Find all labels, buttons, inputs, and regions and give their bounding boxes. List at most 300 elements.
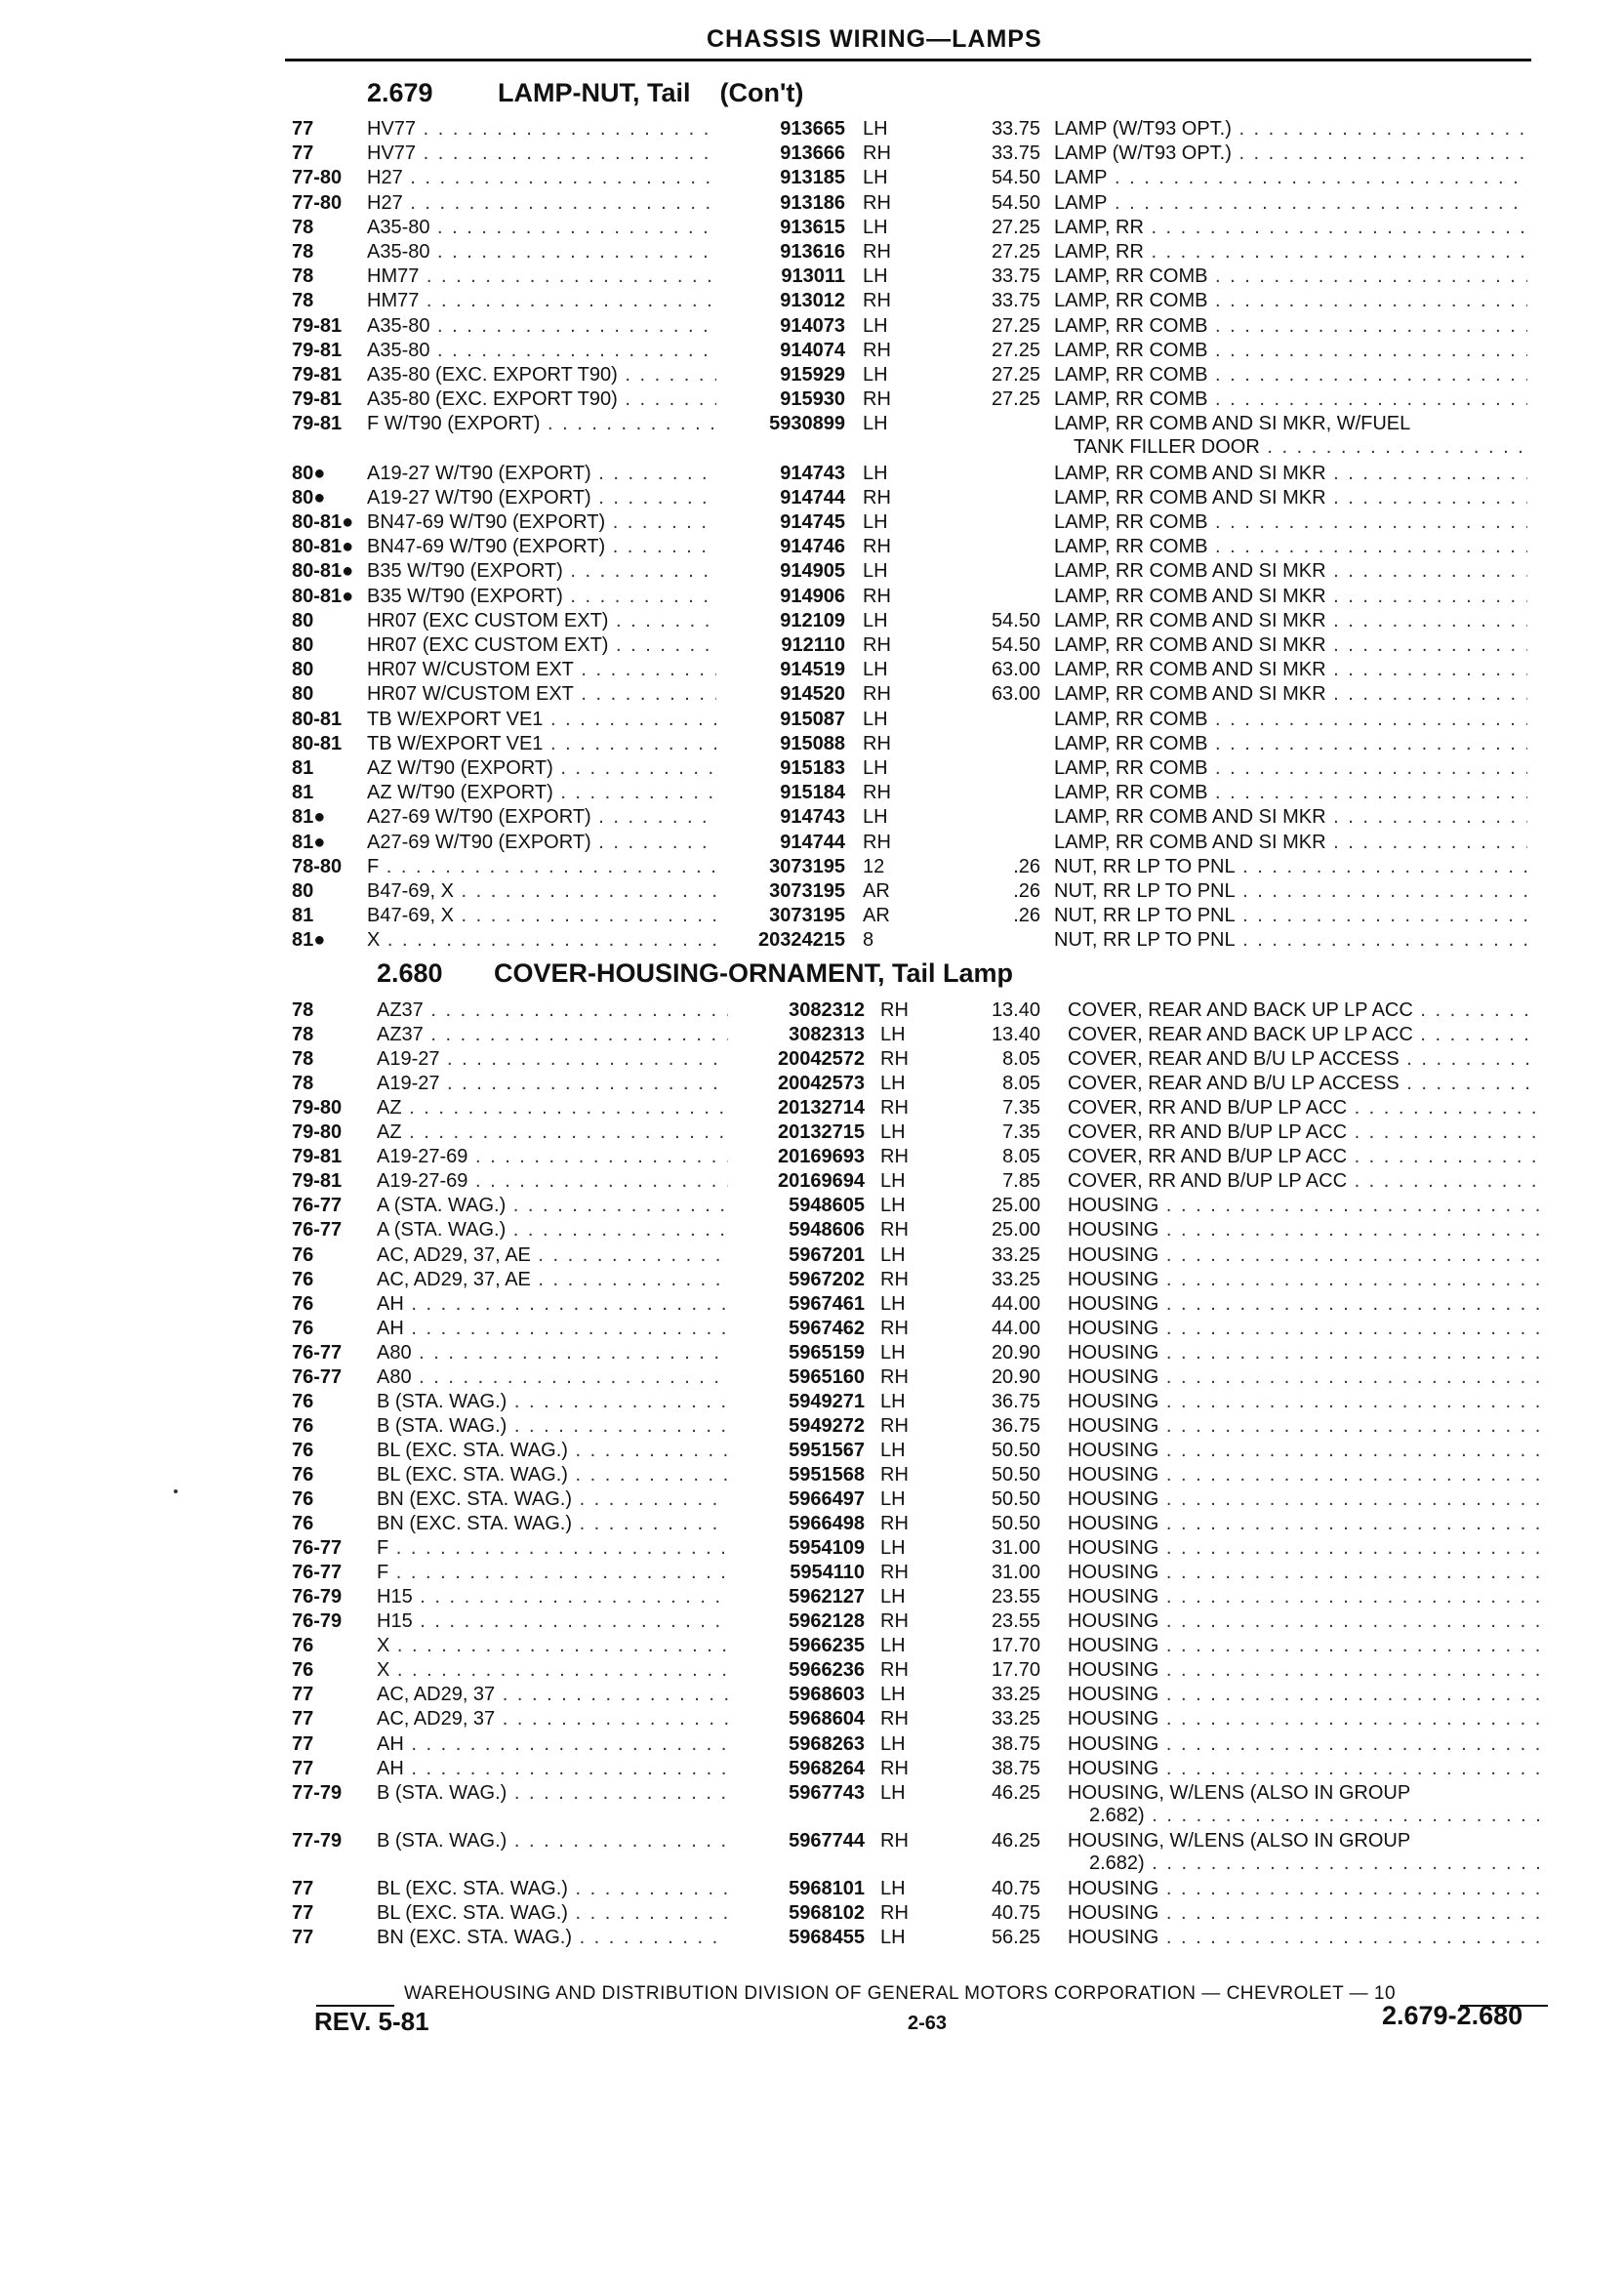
part-number-cell: 914520 <box>780 683 845 706</box>
side-cell: RH <box>863 241 891 263</box>
side-cell: LH <box>863 708 888 730</box>
year-cell: 77-80 <box>292 191 343 214</box>
table-row <box>0 928 1624 953</box>
model-cell: A80 . . . <box>377 1341 728 1365</box>
table-row <box>0 1096 1624 1120</box>
price-cell: 33.75 <box>991 142 1040 165</box>
part-number-cell: 915183 <box>780 757 845 779</box>
price-cell: 50.50 <box>991 1488 1040 1510</box>
year-cell: 79-81 <box>292 339 343 361</box>
model-cell: B35 W/T90 (EXPORT) . . . <box>367 559 716 584</box>
model-cell: BN47-69 W/T90 (EXPORT) . . . <box>367 535 716 559</box>
year-cell: 76-77 <box>292 1365 343 1388</box>
table-row <box>0 658 1624 682</box>
part-number-cell: 5968264 <box>789 1757 865 1779</box>
table-row <box>0 510 1624 535</box>
price-cell: 63.00 <box>991 659 1040 681</box>
description-cell: COVER, RR AND B/UP LP ACC . . . <box>1068 1096 1540 1120</box>
part-number-cell: 5967462 <box>789 1317 865 1339</box>
price-cell: 33.75 <box>991 265 1040 288</box>
price-cell: 56.25 <box>991 1926 1040 1948</box>
model-cell: X . . . <box>377 1658 728 1683</box>
description-cell: LAMP, RR COMB AND SI MKR . . . <box>1054 462 1527 486</box>
description-cell: HOUSING . . . <box>1068 1757 1540 1781</box>
side-cell: LH <box>863 609 888 631</box>
table-row <box>0 879 1624 904</box>
table-row <box>0 1585 1624 1609</box>
year-cell: 77 <box>292 142 314 165</box>
year-cell: 77 <box>292 1732 314 1755</box>
part-number-cell: 5967202 <box>789 1268 865 1290</box>
year-cell: 76-77 <box>292 1537 343 1560</box>
side-cell: LH <box>863 167 888 189</box>
part-number-cell: 914906 <box>780 585 845 607</box>
side-cell: LH <box>880 1926 906 1948</box>
table-row <box>0 1829 1624 1853</box>
part-number-cell: 913011 <box>781 265 845 288</box>
model-cell: HV77 . . . <box>367 142 716 166</box>
side-cell: RH <box>880 1757 909 1779</box>
part-number-cell: 5966498 <box>789 1513 865 1535</box>
table-row <box>0 585 1624 609</box>
price-cell: 54.50 <box>991 634 1040 656</box>
side-cell: RH <box>863 683 891 706</box>
part-number-cell: 5965159 <box>789 1341 865 1364</box>
description-cell: LAMP, RR . . . <box>1054 240 1527 265</box>
table-row <box>0 732 1624 756</box>
description-cell: LAMP, RR COMB . . . <box>1054 265 1527 289</box>
year-cell: 76 <box>292 1292 314 1315</box>
side-cell: LH <box>880 1390 906 1412</box>
part-number-cell: 913666 <box>780 142 845 165</box>
year-cell: 79-80 <box>292 1097 343 1120</box>
table-row <box>0 142 1624 166</box>
part-number-cell: 913185 <box>780 167 845 189</box>
side-cell: LH <box>863 314 888 337</box>
model-cell: F . . . <box>367 855 716 879</box>
description-cell: LAMP, RR COMB . . . <box>1054 756 1527 781</box>
table-row <box>0 265 1624 289</box>
model-cell: HM77 . . . <box>367 289 716 313</box>
part-number-cell: 5967744 <box>789 1829 865 1852</box>
year-cell: 80-81● <box>292 536 354 558</box>
year-cell: 79-81 <box>292 413 343 435</box>
model-cell: BN (EXC. STA. WAG.) . . . <box>377 1487 728 1512</box>
model-cell: B (STA. WAG.) . . . <box>377 1829 728 1853</box>
year-cell: 79-81 <box>292 314 343 337</box>
description-cell: COVER, REAR AND BACK UP LP ACC . . . <box>1068 1023 1540 1047</box>
description-cell: NUT, RR LP TO PNL . . . <box>1054 855 1527 879</box>
table-row <box>0 387 1624 412</box>
price-cell: 31.00 <box>991 1537 1040 1560</box>
table-row <box>0 314 1624 339</box>
side-cell: RH <box>880 1463 909 1486</box>
price-cell: 23.55 <box>991 1610 1040 1633</box>
side-cell: AR <box>863 880 890 902</box>
side-cell: 12 <box>863 855 885 877</box>
description-cell: HOUSING . . . <box>1068 1218 1540 1242</box>
price-cell: 54.50 <box>991 191 1040 214</box>
price-cell: 33.25 <box>991 1243 1040 1266</box>
side-cell: 8 <box>863 929 874 952</box>
part-number-cell: 20132715 <box>778 1121 865 1144</box>
model-cell: A35-80 (EXC. EXPORT T90) . . . <box>367 363 716 387</box>
table-row <box>0 998 1624 1023</box>
description-cell: HOUSING . . . <box>1068 1194 1540 1218</box>
page-title: CHASSIS WIRING—LAMPS <box>707 25 1042 53</box>
table-row <box>0 462 1624 486</box>
side-cell: RH <box>880 1414 909 1437</box>
model-cell: A27-69 W/T90 (EXPORT) . . . <box>367 831 716 855</box>
model-cell: AZ . . . <box>377 1096 728 1120</box>
year-cell: 80-81● <box>292 560 354 583</box>
part-number-cell: 5968102 <box>789 1901 865 1924</box>
part-number-cell: 912110 <box>781 634 845 656</box>
model-cell: BL (EXC. STA. WAG.) . . . <box>377 1439 728 1463</box>
model-cell: HR07 (EXC CUSTOM EXT) . . . <box>367 609 716 633</box>
description-cell: HOUSING . . . <box>1068 1317 1540 1341</box>
model-cell: F W/T90 (EXPORT) . . . <box>367 412 716 436</box>
table-row <box>0 682 1624 707</box>
price-cell: 7.35 <box>1002 1121 1040 1144</box>
year-cell: 76 <box>292 1414 314 1437</box>
table-row <box>0 166 1624 190</box>
price-cell: 20.90 <box>991 1341 1040 1364</box>
model-cell: A19-27-69 . . . <box>377 1169 728 1194</box>
side-cell: RH <box>880 1562 909 1584</box>
model-cell: A19-27 W/T90 (EXPORT) . . . <box>367 462 716 486</box>
price-cell: 20.90 <box>991 1365 1040 1388</box>
price-cell: 17.70 <box>991 1659 1040 1682</box>
table-row <box>0 1707 1624 1731</box>
year-cell: 78 <box>292 1024 314 1046</box>
year-cell: 80 <box>292 880 314 902</box>
year-cell: 77 <box>292 1684 314 1706</box>
table-row <box>0 1487 1624 1512</box>
part-number-cell: 915088 <box>780 732 845 754</box>
description-cell: COVER, RR AND B/UP LP ACC . . . <box>1068 1145 1540 1169</box>
description-cell: COVER, REAR AND B/U LP ACCESS . . . <box>1068 1047 1540 1072</box>
table-row <box>0 216 1624 240</box>
description-cell: COVER, REAR AND BACK UP LP ACC . . . <box>1068 998 1540 1023</box>
description-cell: COVER, RR AND B/UP LP ACC . . . <box>1068 1169 1540 1194</box>
part-number-cell: 5968101 <box>789 1877 865 1899</box>
side-cell: LH <box>880 1121 906 1144</box>
table-row <box>0 1023 1624 1047</box>
model-cell: BL (EXC. STA. WAG.) . . . <box>377 1877 728 1901</box>
description-cell: HOUSING . . . <box>1068 1658 1540 1683</box>
side-cell: RH <box>863 782 891 804</box>
year-cell: 80 <box>292 683 314 706</box>
table-row <box>0 412 1624 436</box>
table-row <box>0 1390 1624 1414</box>
part-number-cell: 913616 <box>780 241 845 263</box>
year-cell: 79-81 <box>292 1170 343 1193</box>
model-cell: B47-69, X . . . <box>367 879 716 904</box>
price-cell: 40.75 <box>991 1901 1040 1924</box>
description-cell: LAMP, RR COMB AND SI MKR . . . <box>1054 682 1527 707</box>
title-rule <box>285 59 1531 61</box>
description-cell: HOUSING . . . <box>1068 1683 1540 1707</box>
group-range: 2.679-2.680 <box>1382 2001 1523 2030</box>
model-cell: AZ37 . . . <box>377 998 728 1023</box>
description-cell: LAMP, RR COMB AND SI MKR . . . <box>1054 805 1527 830</box>
year-cell: 76-79 <box>292 1610 343 1633</box>
description-cell: HOUSING, W/LENS (ALSO IN GROUP <box>1068 1781 1411 1804</box>
price-cell: 27.25 <box>991 241 1040 263</box>
model-cell: HR07 W/CUSTOM EXT . . . <box>367 682 716 707</box>
scan-speck <box>174 1489 178 1493</box>
part-number-cell: 20042572 <box>778 1048 865 1071</box>
table-row <box>0 1268 1624 1292</box>
part-number-cell: 5967743 <box>789 1781 865 1804</box>
model-cell: A80 . . . <box>377 1365 728 1390</box>
side-cell: RH <box>863 142 891 165</box>
side-cell: RH <box>880 1048 909 1071</box>
description-cell: LAMP, RR COMB . . . <box>1054 781 1527 805</box>
price-cell: 40.75 <box>991 1877 1040 1899</box>
side-cell: LH <box>863 511 888 533</box>
table-row <box>0 486 1624 510</box>
description-cell: HOUSING . . . <box>1068 1463 1540 1487</box>
side-cell: LH <box>880 1170 906 1193</box>
description-cell: HOUSING . . . <box>1068 1634 1540 1658</box>
part-number-cell: 5951567 <box>789 1439 865 1461</box>
description-cell: HOUSING . . . <box>1068 1390 1540 1414</box>
year-cell: 77 <box>292 1877 314 1899</box>
year-cell: 81 <box>292 757 314 779</box>
year-cell: 77 <box>292 1708 314 1730</box>
part-number-cell: 20169693 <box>778 1146 865 1168</box>
year-cell: 80 <box>292 634 314 656</box>
description-cell: LAMP (W/T93 OPT.) . . . <box>1054 117 1527 142</box>
description-cell: LAMP, RR COMB . . . <box>1054 535 1527 559</box>
part-number-cell: 3073195 <box>769 905 845 927</box>
year-cell: 78 <box>292 1048 314 1071</box>
year-cell: 77 <box>292 1901 314 1924</box>
group-heading-2679 <box>367 78 803 108</box>
description-cell: LAMP, RR COMB AND SI MKR . . . <box>1054 633 1527 658</box>
side-cell: LH <box>863 659 888 681</box>
year-cell: 78-80 <box>292 855 343 877</box>
side-cell: AR <box>863 905 890 927</box>
year-cell: 78 <box>292 290 314 312</box>
group-title: COVER-HOUSING-ORNAMENT, Tail Lamp <box>494 958 1014 988</box>
description-cell: HOUSING . . . <box>1068 1609 1540 1634</box>
model-cell: B35 W/T90 (EXPORT) . . . <box>367 585 716 609</box>
table-row <box>0 1781 1624 1806</box>
model-cell: AC, AD29, 37 . . . <box>377 1683 728 1707</box>
part-number-cell: 5949272 <box>789 1414 865 1437</box>
model-cell: A35-80 . . . <box>367 240 716 265</box>
year-cell: 77-80 <box>292 167 343 189</box>
year-cell: 77-79 <box>292 1781 343 1804</box>
table-row <box>0 708 1624 732</box>
year-cell: 76 <box>292 1513 314 1535</box>
table-row <box>0 831 1624 855</box>
table-row <box>0 1757 1624 1781</box>
part-number-cell: 914744 <box>780 486 845 509</box>
description-cell: HOUSING . . . <box>1068 1926 1540 1950</box>
description-cell: LAMP, RR COMB . . . <box>1054 708 1527 732</box>
part-number-cell: 3082313 <box>789 1024 865 1046</box>
group-heading-2680 <box>377 958 1013 989</box>
price-cell: 33.25 <box>991 1268 1040 1290</box>
description-cell: HOUSING . . . <box>1068 1707 1540 1731</box>
price-cell: 46.25 <box>991 1829 1040 1852</box>
model-cell: H15 . . . <box>377 1585 728 1609</box>
side-cell: LH <box>863 757 888 779</box>
description-cell: HOUSING . . . <box>1068 1365 1540 1390</box>
model-cell: H27 . . . <box>367 166 716 190</box>
side-cell: LH <box>880 1488 906 1510</box>
description-cell: LAMP (W/T93 OPT.) . . . <box>1054 142 1527 166</box>
table-row <box>0 1292 1624 1317</box>
model-cell: A35-80 . . . <box>367 216 716 240</box>
side-cell: RH <box>863 486 891 509</box>
table-row <box>0 191 1624 216</box>
side-cell: RH <box>863 191 891 214</box>
side-cell: LH <box>880 1586 906 1608</box>
description-cell: LAMP, RR COMB . . . <box>1054 732 1527 756</box>
part-number-cell: 913186 <box>780 191 845 214</box>
year-cell: 80-81● <box>292 585 354 607</box>
side-cell: LH <box>880 1537 906 1560</box>
price-cell: 50.50 <box>991 1463 1040 1486</box>
side-cell: RH <box>880 1146 909 1168</box>
part-number-cell: 914743 <box>780 806 845 829</box>
table-row <box>0 1683 1624 1707</box>
table-row <box>0 633 1624 658</box>
description-cell: LAMP, RR COMB . . . <box>1054 510 1527 535</box>
description-cell: LAMP, RR COMB AND SI MKR . . . <box>1054 486 1527 510</box>
price-cell: 27.25 <box>991 339 1040 361</box>
footer-distribution-line: WAREHOUSING AND DISTRIBUTION DIVISION OF GENERAL MOTORS CORPORATION — CHEVROLET — 10 <box>404 1983 1397 2004</box>
part-number-cell: 913615 <box>780 216 845 238</box>
description-cell: LAMP, RR COMB . . . <box>1054 289 1527 313</box>
year-cell: 80● <box>292 486 326 509</box>
part-number-cell: 914905 <box>780 560 845 583</box>
model-cell: AC, AD29, 37, AE . . . <box>377 1243 728 1268</box>
year-cell: 81 <box>292 782 314 804</box>
table-row <box>0 289 1624 313</box>
price-cell: 33.75 <box>991 290 1040 312</box>
model-cell: AH . . . <box>377 1757 728 1781</box>
table-row <box>0 1072 1624 1096</box>
side-cell: RH <box>880 1268 909 1290</box>
side-cell: LH <box>880 1635 906 1657</box>
table-row <box>0 781 1624 805</box>
side-cell: RH <box>863 339 891 361</box>
model-cell: BL (EXC. STA. WAG.) . . . <box>377 1901 728 1926</box>
description-cell: HOUSING . . . <box>1068 1585 1540 1609</box>
description-cell: LAMP, RR COMB AND SI MKR . . . <box>1054 831 1527 855</box>
part-number-cell: 914746 <box>780 536 845 558</box>
side-cell: RH <box>880 1610 909 1633</box>
price-cell: 36.75 <box>991 1414 1040 1437</box>
price-cell: 25.00 <box>991 1219 1040 1242</box>
price-cell: 44.00 <box>991 1317 1040 1339</box>
description-cell: LAMP, RR COMB . . . <box>1054 387 1527 412</box>
year-cell: 80 <box>292 609 314 631</box>
description-cell: HOUSING . . . <box>1068 1561 1540 1585</box>
price-cell: 27.25 <box>991 314 1040 337</box>
part-number-cell: 5966497 <box>789 1488 865 1510</box>
description-cell: HOUSING . . . <box>1068 1487 1540 1512</box>
year-cell: 76 <box>292 1439 314 1461</box>
part-number-cell: 5966235 <box>789 1635 865 1657</box>
description-cell: LAMP . . . <box>1054 191 1527 216</box>
price-cell: 36.75 <box>991 1390 1040 1412</box>
price-cell: 27.25 <box>991 364 1040 386</box>
part-number-cell: 5968263 <box>789 1732 865 1755</box>
table-row <box>0 240 1624 265</box>
side-cell: RH <box>863 831 891 853</box>
year-cell: 76 <box>292 1317 314 1339</box>
model-cell: AZ37 . . . <box>377 1023 728 1047</box>
table-row <box>0 1609 1624 1634</box>
description-cell: HOUSING . . . <box>1068 1536 1540 1561</box>
table-row <box>0 1414 1624 1439</box>
part-number-cell: 5968604 <box>789 1708 865 1730</box>
year-cell: 77 <box>292 1757 314 1779</box>
description-cell: NUT, RR LP TO PNL . . . <box>1054 904 1527 928</box>
part-number-cell: 914073 <box>780 314 845 337</box>
year-cell: 79-81 <box>292 1146 343 1168</box>
model-cell: BN47-69 W/T90 (EXPORT) . . . <box>367 510 716 535</box>
model-cell: A (STA. WAG.) . . . <box>377 1194 728 1218</box>
part-number-cell: 915930 <box>780 388 845 411</box>
price-cell: 63.00 <box>991 683 1040 706</box>
year-cell: 77 <box>292 118 314 140</box>
model-cell: AZ . . . <box>377 1120 728 1145</box>
side-cell: RH <box>880 1317 909 1339</box>
table-row <box>0 1145 1624 1169</box>
model-cell: A19-27-69 . . . <box>377 1145 728 1169</box>
table-row <box>0 904 1624 928</box>
side-cell: LH <box>863 560 888 583</box>
table-row <box>0 1536 1624 1561</box>
table-row <box>0 1634 1624 1658</box>
model-cell: AH . . . <box>377 1732 728 1757</box>
table-row <box>0 1658 1624 1683</box>
year-cell: 80● <box>292 462 326 484</box>
part-number-cell: 3073195 <box>769 880 845 902</box>
part-number-cell: 5948605 <box>789 1195 865 1217</box>
description-cell: LAMP . . . <box>1054 166 1527 190</box>
model-cell: BL (EXC. STA. WAG.) . . . <box>377 1463 728 1487</box>
price-cell: 8.05 <box>1002 1048 1040 1071</box>
part-number-cell: 914745 <box>780 511 845 533</box>
description-continuation: 2.682) . . . <box>1089 1805 1540 1827</box>
table-row <box>0 609 1624 633</box>
side-cell: LH <box>880 1877 906 1899</box>
model-cell: A35-80 . . . <box>367 339 716 363</box>
price-cell: .26 <box>1013 855 1040 877</box>
price-cell: .26 <box>1013 905 1040 927</box>
year-cell: 78 <box>292 265 314 288</box>
model-cell: AZ W/T90 (EXPORT) . . . <box>367 781 716 805</box>
year-cell: 76 <box>292 1659 314 1682</box>
part-number-cell: 3082312 <box>789 999 865 1021</box>
year-cell: 78 <box>292 1073 314 1095</box>
part-number-cell: 5962127 <box>789 1586 865 1608</box>
model-cell: TB W/EXPORT VE1 . . . <box>367 732 716 756</box>
part-number-cell: 5930899 <box>769 413 845 435</box>
model-cell: B (STA. WAG.) . . . <box>377 1781 728 1806</box>
description-cell: COVER, RR AND B/UP LP ACC . . . <box>1068 1120 1540 1145</box>
model-cell: B (STA. WAG.) . . . <box>377 1414 728 1439</box>
